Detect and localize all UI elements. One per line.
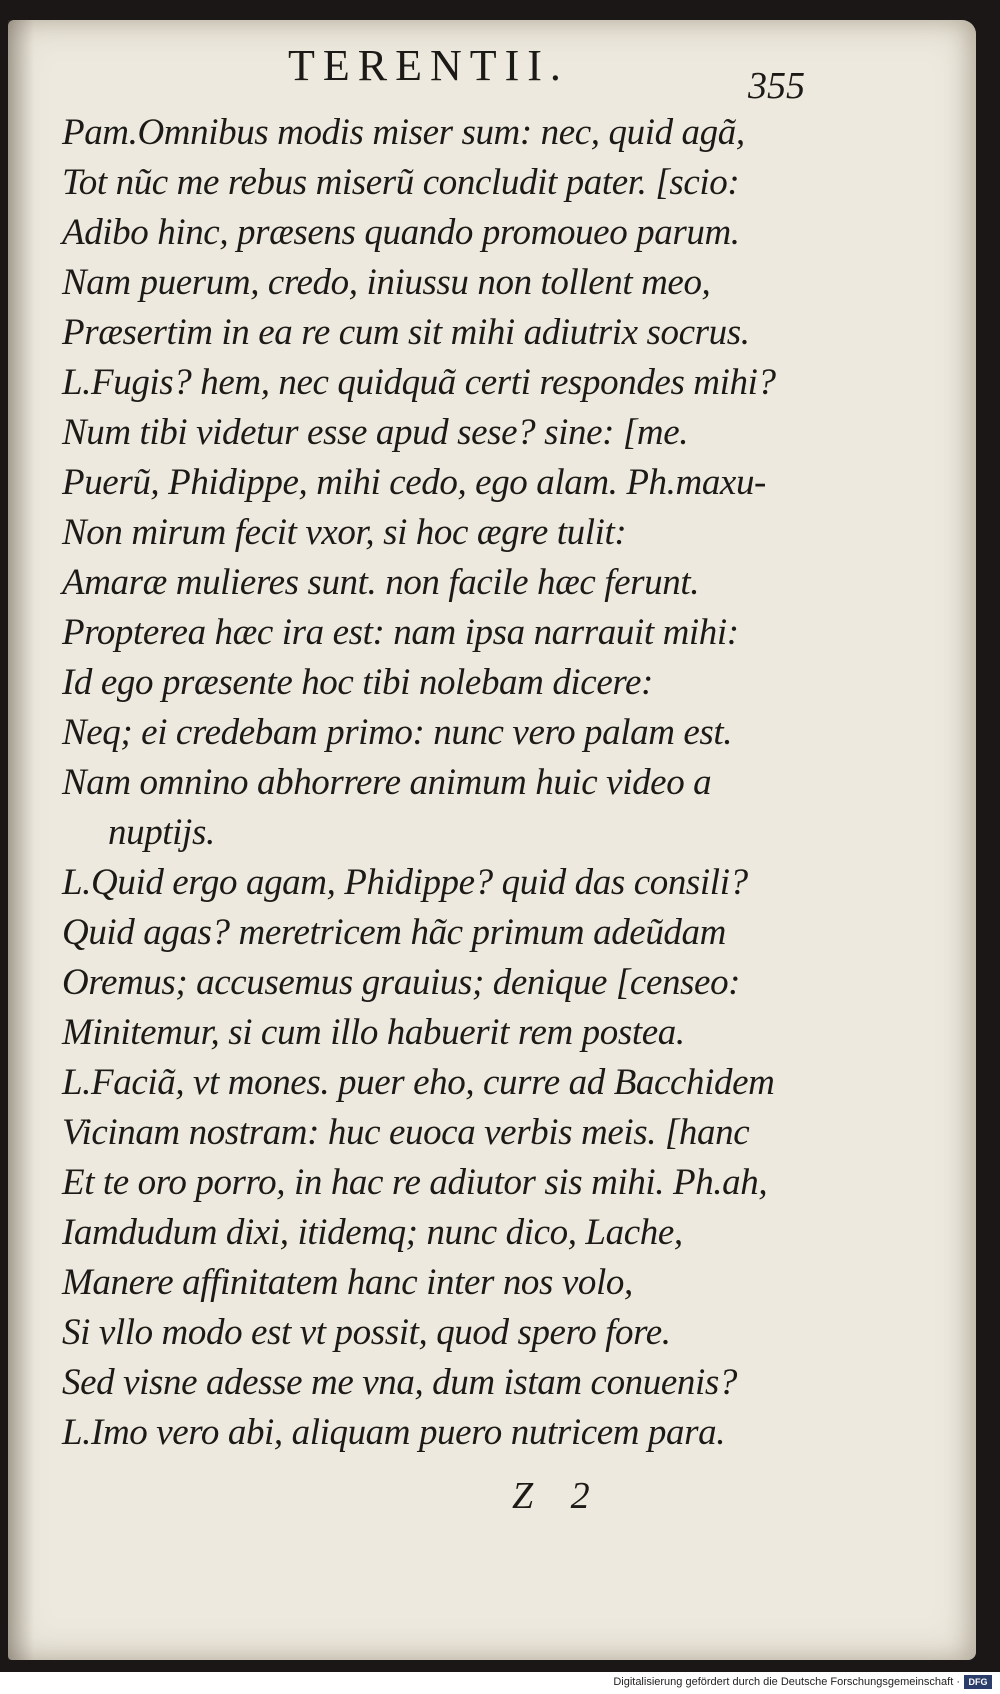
verse-line-continuation: nuptijs. — [108, 812, 215, 853]
verse-line: Manere affinitatem hanc inter nos volo, — [62, 1262, 633, 1303]
page-number: 355 — [748, 65, 805, 107]
verse-line: Neq; ei credebam primo: nunc vero palam est. — [62, 712, 733, 753]
verse-line: Amaræ mulieres sunt. non facile hæc ferunt. — [62, 562, 700, 603]
verse-line: Non mirum fecit vxor, si hoc ægre tulit: — [62, 512, 627, 553]
verse-line: Tot nũc me rebus miserũ concludit pater. [scio: — [62, 162, 740, 203]
verse-line: Pam.Omnibus modis miser sum: nec, quid agã, — [62, 112, 745, 153]
verse-line: Nam puerum, credo, iniussu non tollent meo, — [62, 262, 711, 303]
verse-line: Id ego præsente hoc tibi nolebam dicere: — [62, 662, 653, 703]
verse-line: L.Imo vero abi, aliquam puero nutricem para. — [62, 1412, 726, 1453]
verse-line: Sed visne adesse me vna, dum istam conuenis? — [62, 1362, 737, 1403]
verse-line: Si vllo modo est vt possit, quod spero fore. — [62, 1312, 671, 1353]
verse-line: L.Quid ergo agam, Phidippe? quid das consili? — [62, 862, 748, 903]
verse-line: L.Faciã, vt mones. puer eho, curre ad Bacchidem — [62, 1062, 775, 1103]
verse-line: Num tibi videtur esse apud sese? sine: [me. — [62, 412, 689, 453]
signature-mark: Z 2 — [512, 1475, 604, 1517]
running-head: TERENTII. — [288, 41, 569, 90]
verse-line: Iamdudum dixi, itidemq; nunc dico, Lache, — [62, 1212, 683, 1253]
verse-line: Puerũ, Phidippe, mihi cedo, ego alam. Ph.maxu- — [62, 462, 766, 503]
verse-line: Propterea hæc ira est: nam ipsa narrauit mihi: — [62, 612, 739, 653]
verse-line: Minitemur, si cum illo habuerit rem postea. — [62, 1012, 685, 1053]
page-gutter-shadow — [8, 20, 34, 1660]
verse-line: Adibo hinc, præsens quando promoueo parum. — [62, 212, 740, 253]
verse-line: L.Fugis? hem, nec quidquã certi respondes mihi? — [62, 362, 776, 403]
verse-line: Vicinam nostram: huc euoca verbis meis. [hanc — [62, 1112, 750, 1153]
dfg-logo-icon: DFG — [964, 1675, 992, 1689]
verse-line: Quid agas? meretricem hãc primum adeũdam — [62, 912, 726, 953]
verse-text-block — [62, 108, 792, 1458]
verse-line: Et te oro porro, in hac re adiutor sis mihi. Ph.ah, — [62, 1162, 768, 1203]
funding-credit: Digitalisierung gefördert durch die Deutsche Forschungsgemeinschaft · — [613, 1676, 960, 1688]
verse-line: Oremus; accusemus grauius; denique [censeo: — [62, 962, 741, 1003]
verse-line: Præsertim in ea re cum sit mihi adiutrix socrus. — [62, 312, 750, 353]
verse-line: Nam omnino abhorrere animum huic video a — [62, 762, 712, 803]
